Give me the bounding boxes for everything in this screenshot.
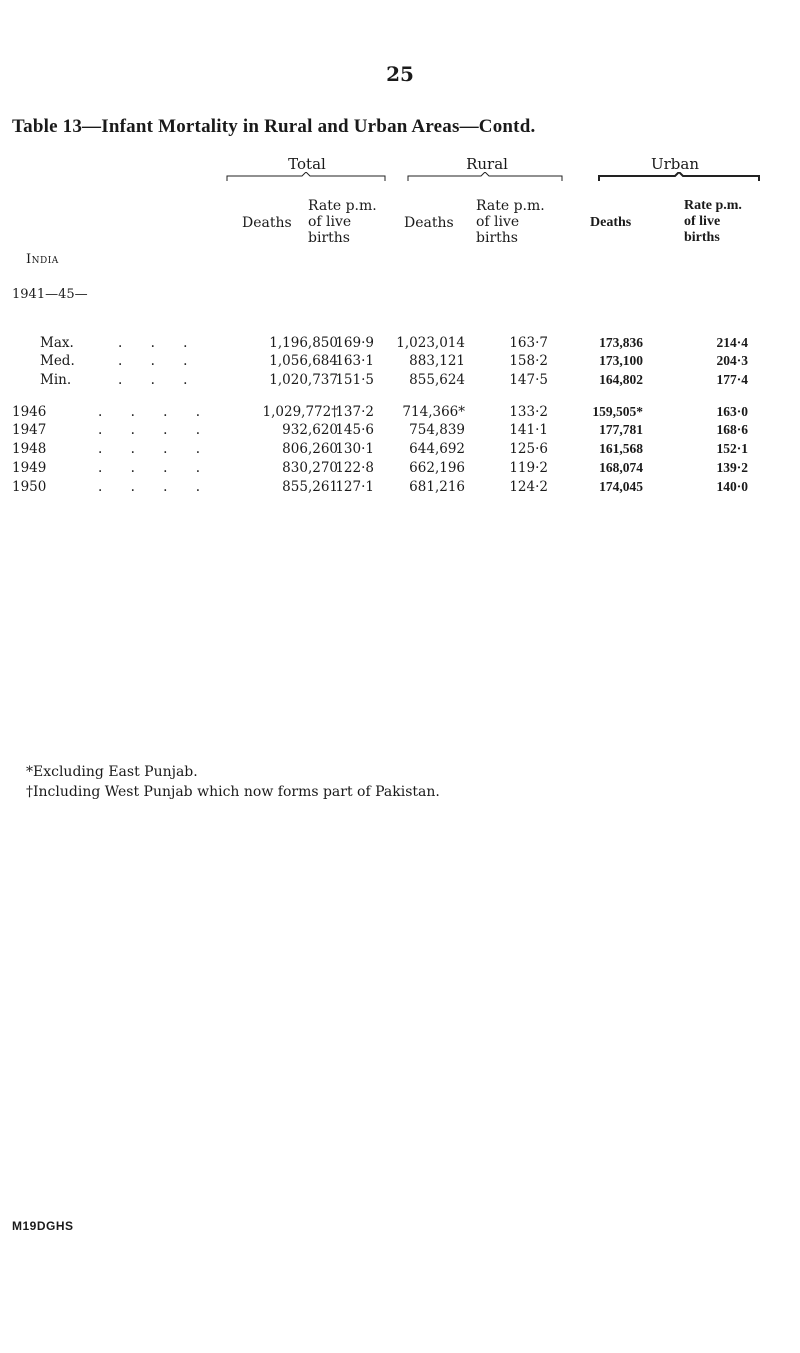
cell-urban-rate: 214·4 [716,335,748,350]
table-row [0,353,800,371]
cell-urban-deaths: 173,100 [599,353,643,368]
row-label: 1950 [12,479,47,495]
leader-dots: . . . [118,353,200,369]
cell-rural-deaths: 714,366* [402,404,465,420]
cell-urban-rate: 140·0 [716,479,748,494]
cell-total-rate: 130·1 [335,441,374,457]
col-heading-urban-rate: Rate p.m. of live births [684,198,742,245]
footnote-star: *Excluding East Punjab. [26,764,198,780]
cell-total-deaths: 855,261 [282,479,338,495]
leader-dots: . . . . [98,422,213,438]
cell-rural-deaths: 883,121 [409,353,465,369]
table-title: Table 13—Infant Mortality in Rural and Urban Areas—Contd. [12,116,536,137]
region-label: India [26,252,59,267]
row-label: 1946 [12,404,47,420]
table-row [0,372,800,390]
cell-urban-rate: 168·6 [716,422,748,437]
leader-dots: . . . . [98,479,213,495]
row-label: 1949 [12,460,47,476]
cell-urban-rate: 139·2 [716,460,748,475]
cell-rural-rate: 147·5 [509,372,548,388]
col-heading-rural-deaths: Deaths [404,215,454,231]
brace-rural [407,172,563,180]
table-row [0,460,800,478]
col-heading-total-rate: Rate p.m. of live births [308,198,377,246]
col-heading-rural-rate: Rate p.m. of live births [476,198,545,246]
cell-rural-rate: 125·6 [509,441,548,457]
cell-urban-deaths: 161,568 [599,441,643,456]
cell-urban-deaths: 174,045 [599,479,643,494]
row-label: Min. [40,372,72,388]
footnote-dagger: †Including West Punjab which now forms part of Pakistan. [26,784,440,800]
cell-rural-deaths: 754,839 [409,422,465,438]
cell-urban-rate: 152·1 [716,441,748,456]
cell-urban-rate: 177·4 [716,372,748,387]
leader-dots: . . . [118,372,200,388]
table-row [0,441,800,459]
cell-rural-deaths: 681,216 [409,479,465,495]
cell-urban-rate: 163·0 [716,404,748,419]
cell-rural-deaths: 644,692 [409,441,465,457]
page-number: 25 [386,62,414,86]
cell-rural-rate: 133·2 [509,404,548,420]
table-row [0,479,800,497]
cell-rural-deaths: 662,196 [409,460,465,476]
cell-rural-rate: 163·7 [509,335,548,351]
row-label: 1947 [12,422,47,438]
cell-total-deaths: 1,056,684 [269,353,338,369]
cell-urban-rate: 204·3 [716,353,748,368]
cell-urban-deaths: 168,074 [599,460,643,475]
leader-dots: . . . . [98,460,213,476]
cell-urban-deaths: 164,802 [599,372,643,387]
cell-rural-rate: 119·2 [509,460,548,476]
col-heading-urban-deaths: Deaths [590,215,632,230]
cell-total-rate: 163·1 [335,353,374,369]
row-label: Max. [40,335,74,351]
row-label: Med. [40,353,75,369]
cell-total-deaths: 1,029,772† [262,404,338,420]
brace-total [226,172,386,180]
cell-total-rate: 137·2 [335,404,374,420]
cell-total-deaths: 932,620 [282,422,338,438]
brace-urban [598,172,760,180]
table-row [0,404,800,422]
cell-total-deaths: 1,020,737 [269,372,338,388]
cell-total-rate: 122·8 [335,460,374,476]
leader-dots: . . . . [98,441,213,457]
leader-dots: . . . . [98,404,213,420]
leader-dots: . . . [118,335,200,351]
cell-rural-deaths: 1,023,014 [396,335,465,351]
cell-total-deaths: 806,260 [282,441,338,457]
printer-stamp: M19DGHS [12,1219,74,1233]
cell-total-rate: 169·9 [335,335,374,351]
cell-rural-deaths: 855,624 [409,372,465,388]
cell-rural-rate: 158·2 [509,353,548,369]
table-row [0,335,800,353]
row-label: 1948 [12,441,47,457]
cell-urban-deaths: 159,505* [592,404,643,419]
col-heading-total-deaths: Deaths [242,215,292,231]
period-label: 1941—45— [12,287,88,302]
cell-rural-rate: 141·1 [509,422,548,438]
cell-total-deaths: 830,270 [282,460,338,476]
group-heading-urban: Urban [650,155,700,173]
cell-total-deaths: 1,196,850 [269,335,338,351]
cell-urban-deaths: 173,836 [599,335,643,350]
group-heading-rural: Rural [466,155,508,173]
group-heading-total: Total [288,155,326,173]
cell-total-rate: 127·1 [335,479,374,495]
cell-total-rate: 145·6 [335,422,374,438]
table-row [0,422,800,440]
cell-total-rate: 151·5 [335,372,374,388]
cell-urban-deaths: 177,781 [599,422,643,437]
cell-rural-rate: 124·2 [509,479,548,495]
